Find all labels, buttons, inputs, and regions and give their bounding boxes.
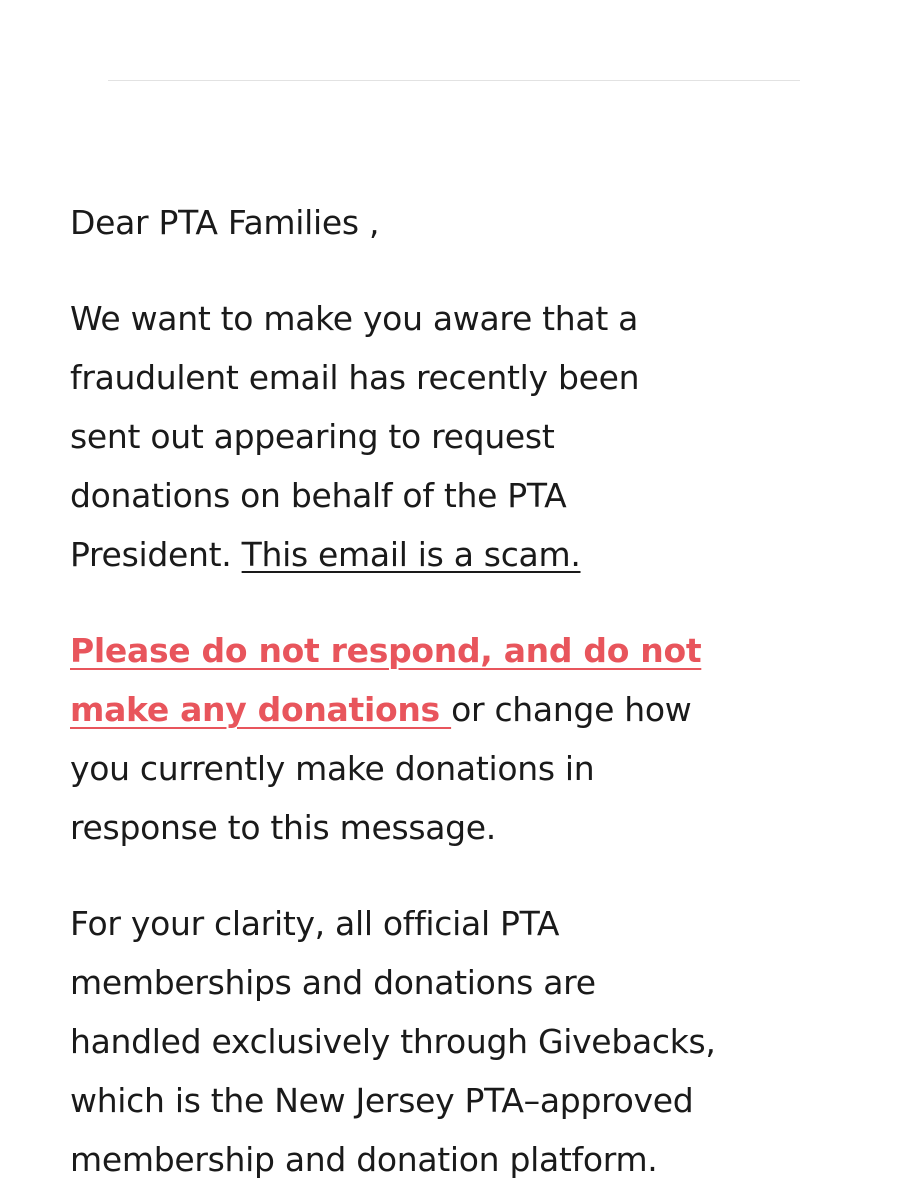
greeting: Dear PTA Families , — [70, 203, 380, 242]
p3-line1: For your clarity, all official PTA — [70, 904, 560, 943]
p1-line1: We want to make you aware that a — [70, 299, 639, 338]
p1-line5 — [70, 535, 581, 574]
paragraph-givebacks — [70, 894, 870, 1189]
p2-line2-rest: or change how — [451, 690, 692, 729]
p1-line2: fraudulent email has recently been — [70, 358, 640, 397]
p3-line3: handled exclusively through Givebacks, — [70, 1022, 716, 1061]
warning-line1[interactable]: Please do not respond, and do not — [70, 631, 702, 670]
top-divider — [108, 80, 800, 81]
p3-line5: membership and donation platform. — [70, 1140, 658, 1179]
warning-line2[interactable]: make any donations — [70, 690, 452, 729]
paragraph-fraud-notice — [70, 289, 870, 584]
email-body — [70, 193, 870, 1200]
p2-line4: response to this message. — [70, 808, 496, 847]
p3-line2: memberships and donations are — [70, 963, 596, 1002]
p2-line3: you currently make donations in — [70, 749, 595, 788]
p1-line3: sent out appearing to request — [70, 417, 555, 456]
scam-link[interactable]: This email is a scam. — [241, 535, 581, 574]
p1-line5-text: President. — [70, 535, 242, 574]
p2-line2 — [70, 690, 691, 729]
p3-line4: which is the New Jersey PTA–approved — [70, 1081, 694, 1120]
p1-line4: donations on behalf of the PTA — [70, 476, 567, 515]
paragraph-warning — [70, 621, 870, 857]
